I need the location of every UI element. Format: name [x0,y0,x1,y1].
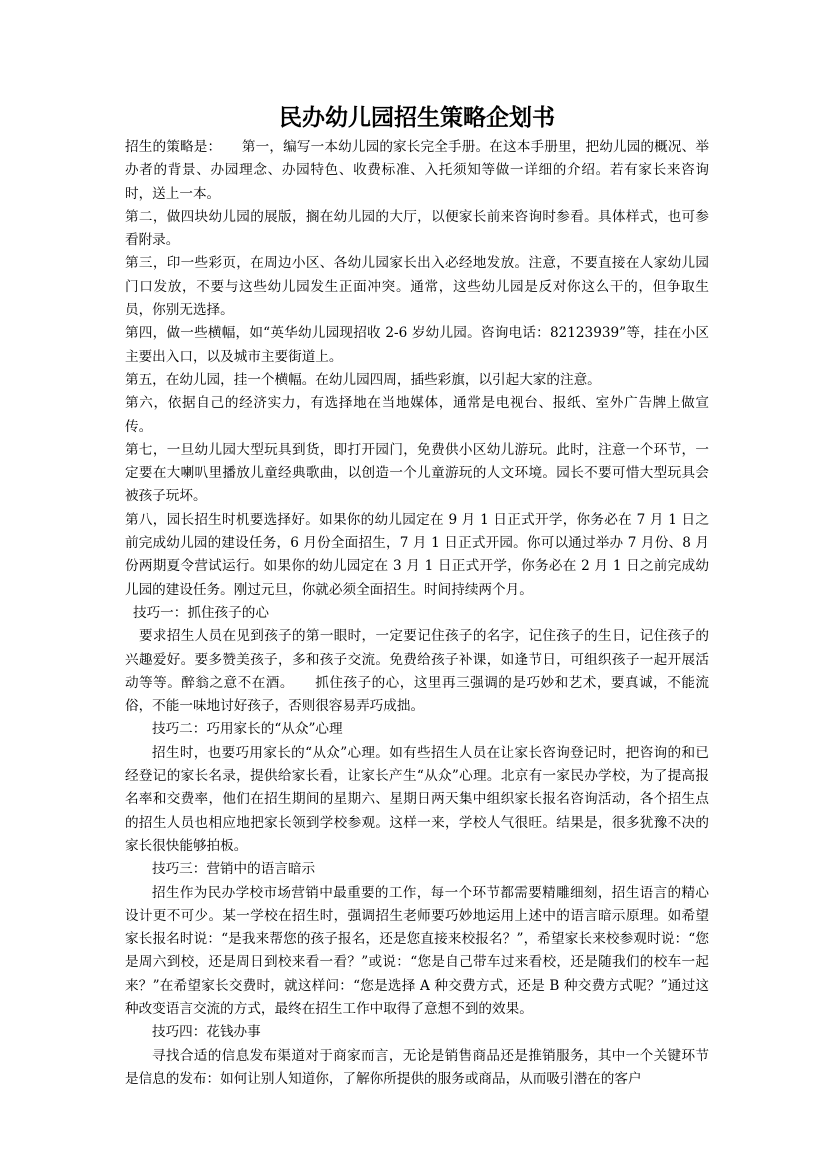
paragraph-step-5: 第五，在幼儿园，挂一个横幅。在幼儿园四周，插些彩旗，以引起大家的注意。 [125,371,601,388]
heading-tip-2: 技巧二：巧用家长的“从众”心理 [152,721,343,738]
heading-tip-4: 技巧四：花钱办事 [152,1024,261,1041]
heading-tip-3: 技巧三：营销中的语言暗示 [152,861,316,878]
paragraph-step-2: 第二，做四块幼儿园的展版，搁在幼儿园的大厅，以便家长前来咨询时参看。具体样式，也可参看附录。 [125,208,709,249]
paragraph-tip-1: 要求招生人员在见到孩子的第一眼时，一定要记住孩子的名字，记住孩子的生日，记住孩子的兴趣爱好。要多赞美孩子，多和孩子交流。免费给孩子补课，如逢节日，可组织孩子一起开展活动等等。醉翁之意不在酒。 抓住孩子的心，这里再三强调的是巧妙和艺术，要真诚，不能流俗，不能一味地讨好孩子，否则很容易弄巧成拙。 [125,628,709,715]
paragraph-step-6: 第六，依据自己的经济实力，有选择地在当地媒体，通常是电视台、报纸、室外广告牌上做宣传。 [125,395,709,435]
paragraph-strategy-intro: 招生的策略是： 第一，编写一本幼儿园的家长完全手册。在这本手册里，把幼儿园的概况、举办者的背景、办园理念、办园特色、收费标准、入托须知等做一详细的介绍。若有家长来咨询时，送上一本。 [125,139,709,202]
paragraph-step-3: 第三，印一些彩页，在周边小区、各幼儿园家长出入必经地发放。注意，不要直接在人家幼儿园门口发放，不要与这些幼儿园发生正面冲突。通常，这些幼儿园是反对你这么干的，但争取生员，你别无选择。 [125,255,709,319]
paragraph-tip-4: 寻找合适的信息发布渠道对于商家而言，无论是销售商品还是推销服务，其中一个关键环节是信息的发布：如何让别人知道你，了解你所提供的服务或商品，从而吸引潜在的客户 [125,1047,709,1087]
paragraph-step-4: 第四，做一些横幅，如“英华幼儿园现招收 2-6 岁幼儿园。咨询电话：82123939”等，挂在小区主要出入口，以及城市主要街道上。 [125,325,709,365]
paragraph-step-7: 第七，一旦幼儿园大型玩具到货，即打开园门，免费供小区幼儿游玩。此时，注意一个环节，一定要在大喇叭里播放儿童经典歌曲，以创造一个儿童游玩的人文环境。园长不要可惜大型玩具会被孩子玩坏。 [125,441,709,505]
document-page [125,102,709,1091]
document-title: 民办幼儿园招生策略企划书 [279,104,555,131]
paragraph-tip-3: 招生作为民办学校市场营销中最重要的工作，每一个环节都需要精雕细刻，招生语言的精心设计更不可少。某一学校在招生时，强调招生老师要巧妙地运用上述中的语言暗示原理。如希望家长报名时说：“是我来帮您的孩子报名，还是您直接来校报名？”，希望家长来校参观时说：“您是周六到校，还是周日到校来看一看？”或说：“您是自己带车过来看校，还是随我们的校车一起来？”在希望家长交费时，就这样问：“您是选择 A 种交费方式，还是 B 种交费方式呢？”通过这种改变语言交流的方式，最终在招生工作中取得了意想不到的效果。 [125,884,709,1017]
paragraph-tip-2: 招生时，也要巧用家长的“从众”心理。如有些招生人员在让家长咨询登记时，把咨询的和已经登记的家长名录，提供给家长看，让家长产生“从众”心理。北京有一家民办学校，为了提高报名率和交费率，他们在招生期间的星期六、星期日两天集中组织家长报名咨询活动，各个招生点的招生人员也相应地把家长领到学校参观。这样一来，学校人气很旺。结果是，很多犹豫不决的家长很快能够拍板。 [125,744,709,854]
paragraph-step-8: 第八，园长招生时机要选择好。如果你的幼儿园定在 9 月 1 日正式开学，你务必在 7 月 1 日之前完成幼儿园的建设任务，6 月份全面招生，7 月 1 日正式开园。你可以通过举办 7 月份、8 月份两期夏令营试运行。如果你的幼儿园定在 3 月 1 日正式开学，你务必在 2 月 1 日之前完成幼儿园的建设任务。刚过元旦，你就必须全面招生。时间持续两个月。 [125,511,709,598]
heading-tip-1: 技巧一：抓住孩子的心 [133,604,269,621]
